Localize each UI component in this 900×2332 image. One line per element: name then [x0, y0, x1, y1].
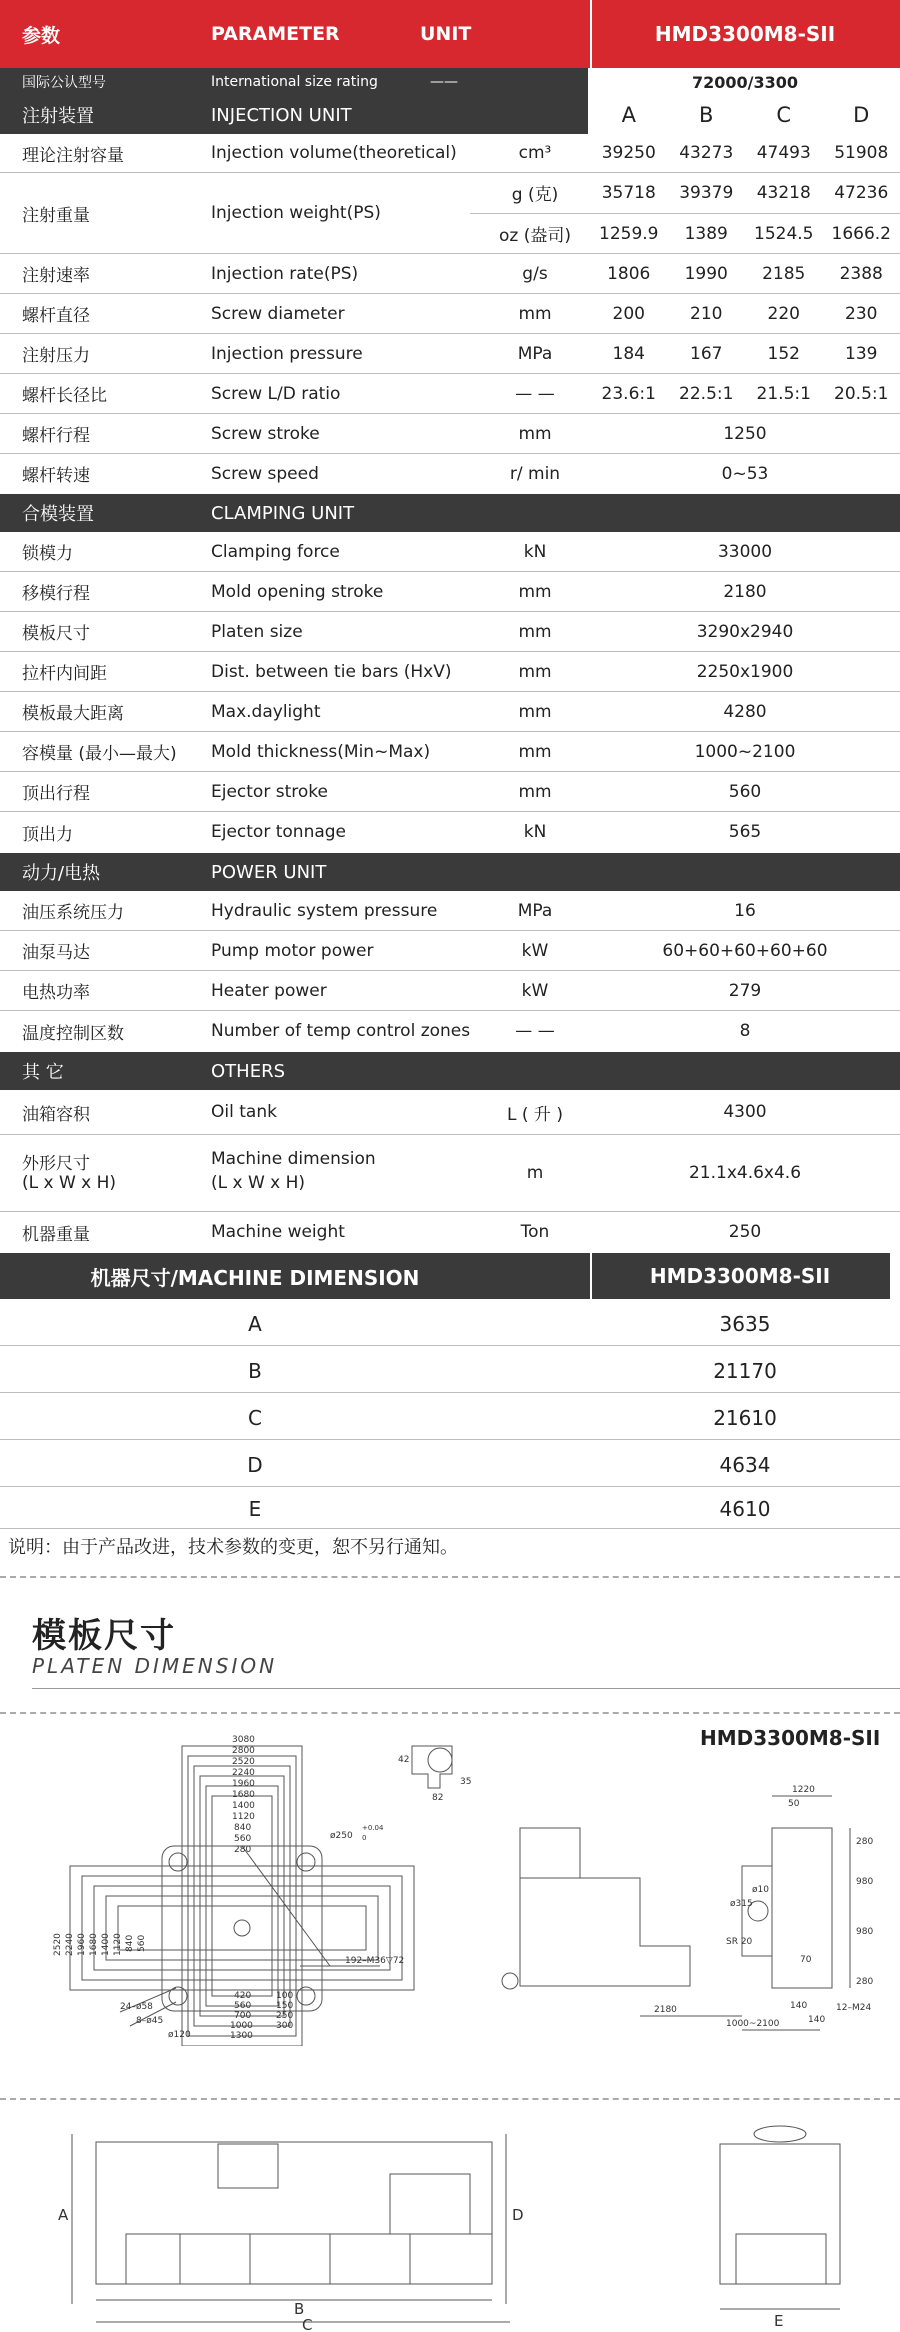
en-label: Mold thickness(Min~Max)	[211, 741, 431, 762]
dim-label: 70	[800, 1955, 812, 1965]
header-row	[0, 0, 900, 68]
value-a: 39250	[601, 143, 656, 163]
dim-key: B	[248, 1359, 262, 1383]
dim-label: 1120	[113, 1933, 123, 1956]
value-a: 200	[612, 303, 645, 324]
row-platen-size	[0, 612, 900, 651]
unit-label: m	[526, 1163, 544, 1183]
cz-label: 注射压力	[22, 346, 90, 366]
unit-label: mm	[518, 661, 552, 682]
center-hole	[234, 1920, 250, 1936]
dim-label: 560	[234, 1834, 252, 1844]
dim-label: 12–M24	[836, 2003, 872, 2013]
cz-label: 模板尺寸	[22, 624, 90, 644]
en-label: Max.daylight	[211, 701, 321, 722]
tie-bar-hole	[297, 1853, 315, 1871]
value: 560	[728, 781, 762, 802]
dashed-divider	[0, 2098, 900, 2100]
slot-circle	[428, 1748, 452, 1772]
col-b: B	[699, 103, 714, 127]
dim-label: 980	[856, 1927, 874, 1937]
dim-row-e	[0, 1487, 900, 1529]
en-label: Number of temp control zones	[211, 1021, 471, 1041]
unit-label: mm	[518, 781, 552, 802]
dim-value: 4610	[719, 1497, 771, 1521]
value-d: 47236	[834, 182, 889, 203]
unit-label: kN	[523, 822, 547, 842]
row-oil-tank	[0, 1090, 900, 1134]
header-model: HMD3300M8-SII	[654, 22, 836, 46]
value-c: 21.5:1	[756, 383, 811, 404]
unit-label: cm³	[518, 143, 552, 163]
dim-label: 1400	[101, 1933, 111, 1956]
col-d: D	[853, 103, 870, 127]
dim-label: 42	[398, 1755, 410, 1765]
clamping-en: CLAMPING UNIT	[211, 502, 355, 524]
dim-label: 35	[460, 1777, 472, 1787]
value: 60+60+60+60+60	[662, 940, 828, 961]
row-heater-power	[0, 971, 900, 1010]
cz-label: 移模行程	[22, 584, 90, 604]
unit-label: mm	[518, 701, 552, 722]
header-divider	[590, 0, 592, 68]
unit-label: — —	[515, 383, 555, 404]
en-label: Mold opening stroke	[211, 581, 384, 602]
side-body	[520, 1878, 690, 1986]
dim-label-e: E	[774, 2312, 784, 2330]
dim-label: 280	[856, 1837, 874, 1847]
en-label: Injection volume(theoretical)	[211, 143, 457, 163]
cz-label: 螺杆行程	[22, 426, 90, 446]
clamping-cz: 合模装置	[22, 504, 94, 525]
value-a: 1806	[607, 263, 651, 284]
unit-label: mm	[518, 303, 552, 324]
cz-label: 锁模力	[22, 544, 73, 564]
value-a: 184	[612, 343, 645, 364]
dim-box	[118, 1906, 366, 1950]
dim-label: 24–ø58	[120, 2002, 153, 2012]
dim-label: 1220	[792, 1785, 815, 1795]
dim-label: 1300	[230, 2031, 253, 2041]
dim-label: ø10	[752, 1885, 769, 1895]
machine-dim-header	[0, 1253, 900, 1299]
dim-label: 2800	[232, 1746, 255, 1756]
value-d: 1666.2	[831, 223, 891, 244]
cz-label: 螺杆直径	[22, 306, 90, 326]
cz-label: 机器重量	[22, 1224, 90, 1245]
value: 2250x1900	[696, 661, 794, 682]
dim-label: ø120	[168, 2030, 191, 2040]
row-pump-motor	[0, 931, 900, 970]
value-a: 1259.9	[599, 223, 659, 244]
dim-key: A	[248, 1312, 262, 1336]
col-c: C	[776, 103, 792, 127]
header-unit: UNIT	[420, 23, 472, 45]
en-label: Heater power	[211, 980, 327, 1001]
row-ejector-stroke	[0, 772, 900, 811]
dashed-divider	[0, 1712, 900, 1714]
dim-label: 140	[808, 2015, 826, 2025]
dim-label-d: D	[512, 2206, 524, 2224]
dim-key: C	[248, 1406, 262, 1430]
cz-label-2: (L x W x H)	[22, 1173, 117, 1193]
unit-label: mm	[518, 621, 552, 642]
dim-box	[70, 1866, 414, 1990]
dim-label: 150	[276, 2001, 294, 2011]
platen-drawing	[0, 1716, 900, 2046]
value: 279	[728, 980, 762, 1001]
unit-label: g/s	[522, 263, 548, 284]
unit-label: Ton	[520, 1222, 550, 1242]
en-label: Screw diameter	[211, 303, 345, 324]
dim-label: 82	[432, 1793, 444, 1803]
value: 16	[734, 900, 756, 921]
value: 21.1x4.6x4.6	[688, 1163, 802, 1183]
cz-label: 油泵马达	[22, 943, 90, 963]
row-ejector-tonnage	[0, 812, 900, 852]
dim-label: 8–ø45	[136, 2016, 164, 2026]
machine-end-view	[720, 2144, 840, 2284]
intl-dash: ——	[430, 74, 458, 90]
side-block	[520, 1828, 580, 1878]
cz-label: 顶出行程	[22, 784, 90, 804]
value-b: 1389	[684, 223, 728, 244]
value-b: 210	[690, 303, 723, 324]
row-weight-oz	[0, 214, 900, 253]
cz-label: 拉杆内间距	[22, 664, 107, 684]
value-c: 1524.5	[754, 223, 814, 244]
dim-key: E	[248, 1497, 262, 1521]
header-param-en: PARAMETER	[211, 23, 340, 45]
row-mold-thickness	[0, 732, 900, 771]
cz-label: 螺杆长径比	[22, 386, 107, 406]
dim-label: 50	[788, 1799, 800, 1809]
row-injection-rate	[0, 254, 900, 293]
dim-label: 840	[125, 1934, 135, 1952]
dim-label: 1120	[232, 1812, 255, 1822]
row-max-daylight	[0, 692, 900, 731]
unit-label: kN	[523, 541, 547, 562]
row-mold-opening	[0, 572, 900, 611]
dim-label: 2520	[53, 1933, 63, 1956]
cz-label: 油箱容积	[22, 1104, 90, 1125]
value: 3290x2940	[696, 621, 794, 642]
value-a: 35718	[601, 182, 656, 203]
dim-row-a	[0, 1299, 900, 1346]
dim-key: D	[247, 1453, 263, 1477]
others-en: OTHERS	[211, 1060, 286, 1082]
intl-value: 72000/3300	[691, 72, 799, 92]
intl-row	[0, 68, 900, 96]
value-c: 220	[767, 303, 800, 324]
cz-label: 电热功率	[22, 983, 90, 1003]
unit-label: mm	[518, 741, 552, 762]
row-injection-volume	[0, 134, 900, 172]
injection-header	[0, 96, 900, 134]
cz-label: 外形尺寸	[22, 1154, 90, 1174]
dim-label: 140	[790, 2001, 808, 2011]
others-header	[0, 1052, 900, 1090]
machine-dim-title: 机器尺寸/MACHINE DIMENSION	[90, 1265, 420, 1290]
cz-label: 理论注射容量	[22, 145, 124, 166]
power-header	[0, 853, 900, 891]
value-c: 2185	[762, 263, 806, 284]
dim-label: 300	[276, 2021, 294, 2031]
dim-label-b: B	[294, 2300, 305, 2318]
value: 4280	[723, 701, 767, 722]
dim-label-c: C	[302, 2316, 313, 2332]
intl-cz: 国际公认型号	[22, 75, 106, 91]
unit-label: g (克)	[511, 185, 559, 205]
row-tie-bars	[0, 652, 900, 691]
dim-label: 2180	[654, 2005, 677, 2015]
dim-label: 560	[234, 2001, 252, 2011]
value-d: 51908	[834, 143, 889, 163]
machine-panel	[218, 2144, 278, 2188]
cz-label: 注射速率	[22, 266, 90, 286]
cz-label: 油压系统压力	[22, 903, 124, 923]
clamping-header	[0, 494, 900, 532]
injection-en: INJECTION UNIT	[211, 104, 352, 126]
dim-value: 21610	[713, 1406, 777, 1430]
row-screw-diameter	[0, 294, 900, 333]
row-screw-stroke	[0, 414, 900, 453]
col-a: A	[621, 103, 636, 127]
machine-dim-model: HMD3300M8-SII	[649, 1264, 831, 1288]
dim-label: 1960	[232, 1779, 255, 1789]
dim-label: 1680	[232, 1790, 255, 1800]
dim-label: 250	[276, 2011, 294, 2021]
value-b: 167	[690, 343, 723, 364]
dim-label: 420	[234, 1991, 252, 2001]
value-d: 230	[845, 303, 878, 324]
dashed-divider	[0, 1576, 900, 1578]
dim-label: 3080	[232, 1735, 255, 1745]
value-d: 2388	[839, 263, 883, 284]
row-injection-pressure	[0, 334, 900, 373]
dim-label: 280	[234, 1845, 252, 1855]
value: 250	[728, 1222, 762, 1242]
value-d: 20.5:1	[834, 383, 889, 404]
en-label: Clamping force	[211, 541, 340, 562]
value: 4300	[723, 1102, 767, 1122]
unit-label: — —	[515, 1021, 555, 1041]
dim-row-b	[0, 1346, 900, 1393]
dim-label: 2520	[232, 1757, 255, 1767]
dim-label: 560	[137, 1934, 147, 1952]
value-a: 23.6:1	[601, 383, 656, 404]
unit-label: kW	[521, 980, 549, 1001]
dim-label: 280	[856, 1977, 874, 1987]
unit-label: mm	[518, 581, 552, 602]
slot-detail	[412, 1746, 452, 1788]
en-label: Screw stroke	[211, 423, 320, 444]
en-label: Injection weight(PS)	[211, 203, 381, 223]
dim-label: 1400	[232, 1801, 255, 1811]
row-machine-weight	[0, 1212, 900, 1252]
dim-label: 1000	[230, 2021, 253, 2031]
dim-label: 2240	[65, 1933, 75, 1956]
value-b: 43273	[679, 143, 734, 163]
row-clamping-force	[0, 532, 900, 571]
platen-subtitle: PLATEN DIMENSION	[32, 1654, 278, 1678]
machine-unit	[390, 2174, 470, 2234]
value-d: 139	[845, 343, 878, 364]
drawing-model: HMD3300M8-SII	[700, 1726, 881, 1750]
en-label: Machine dimension	[211, 1149, 376, 1169]
row-temp-zones	[0, 1011, 900, 1051]
dim-value: 3635	[719, 1312, 771, 1336]
en-label: Pump motor power	[211, 940, 374, 961]
intl-en: International size rating	[211, 74, 378, 90]
dim-label-a: A	[58, 2206, 69, 2224]
value-c: 152	[767, 343, 800, 364]
dim-label: 192–M36▽72	[345, 1956, 405, 1966]
dim-row-d	[0, 1440, 900, 1487]
unit-label: kW	[521, 940, 549, 961]
value: 0~53	[721, 463, 769, 484]
en-label: Dist. between tie bars (HxV)	[211, 661, 452, 682]
en-label: Ejector tonnage	[211, 822, 347, 842]
injection-cz: 注射装置	[22, 106, 94, 127]
en-label: Screw L/D ratio	[211, 383, 341, 404]
power-cz: 动力/电热	[22, 863, 101, 884]
header-param-cz: 参数	[22, 24, 61, 47]
dim-row-c	[0, 1393, 900, 1440]
machine-base	[126, 2234, 492, 2284]
value-c: 47493	[756, 143, 811, 163]
value: 1000~2100	[694, 741, 796, 762]
unit-label: L ( 升 )	[507, 1104, 563, 1125]
value-b: 1990	[684, 263, 728, 284]
dim-label: 0	[362, 1834, 367, 1842]
en-label: Platen size	[211, 621, 303, 642]
platen-outline	[162, 1846, 322, 2011]
dim-label: 1000~2100	[726, 2019, 780, 2029]
side-wheel	[502, 1973, 518, 1989]
en-label: Machine weight	[211, 1222, 345, 1242]
machine-end-top	[754, 2126, 806, 2142]
dim-value: 21170	[713, 1359, 777, 1383]
dim-label: +0.04	[362, 1824, 384, 1832]
cz-label: 顶出力	[22, 824, 73, 845]
machine-end-base	[736, 2234, 826, 2284]
dim-label: 700	[234, 2011, 252, 2021]
machine-drawing	[0, 2104, 900, 2332]
power-en: POWER UNIT	[211, 861, 327, 883]
value: 2180	[723, 581, 767, 602]
en-label: Injection rate(PS)	[211, 263, 359, 284]
row-machine-dimension	[0, 1135, 900, 1211]
unit-label: mm	[518, 423, 552, 444]
unit-label: oz (盎司)	[499, 226, 571, 246]
tie-bar-hole	[169, 1853, 187, 1871]
disclaimer-note: 说明：由于产品改进，技术参数的变更，恕不另行通知。	[8, 1537, 458, 1558]
dim-label: 1960	[77, 1933, 87, 1956]
value-b: 39379	[679, 182, 734, 203]
value: 33000	[717, 541, 773, 562]
en-label: Injection pressure	[211, 343, 363, 364]
unit-label: r/ min	[509, 463, 561, 484]
unit-label: MPa	[517, 900, 553, 921]
dim-label: SR 20	[726, 1937, 753, 1947]
dim-value: 4634	[719, 1453, 771, 1477]
platen-title-rule	[32, 1688, 900, 1689]
platen-title: 模板尺寸	[32, 1616, 176, 1656]
en-label: Ejector stroke	[211, 781, 328, 802]
dim-label: 2240	[232, 1768, 255, 1778]
dim-label: ø250	[330, 1831, 353, 1841]
en-label-2: (L x W x H)	[211, 1173, 306, 1193]
en-label: Screw speed	[211, 463, 319, 484]
dim-label: ø315	[730, 1899, 753, 1909]
row-screw-ld	[0, 374, 900, 413]
others-cz: 其 它	[22, 1062, 64, 1083]
dim-label: 1680	[89, 1933, 99, 1956]
dim-label: 840	[234, 1823, 252, 1833]
row-hydraulic-pressure	[0, 891, 900, 930]
en-label: Oil tank	[211, 1102, 277, 1122]
cz-label: 温度控制区数	[22, 1023, 124, 1044]
value-c: 43218	[756, 182, 811, 203]
value-b: 22.5:1	[679, 383, 734, 404]
machine-body	[96, 2142, 492, 2284]
cz-label: 螺杆转速	[22, 466, 90, 486]
dim-label: 100	[276, 1991, 294, 2001]
unit-label: MPa	[517, 343, 553, 364]
cz-label: 容模量 (最小—最大)	[22, 744, 177, 764]
value: 565	[728, 822, 762, 842]
row-weight-g	[0, 173, 900, 212]
divider	[590, 1253, 592, 1299]
dim-label: 980	[856, 1877, 874, 1887]
value: 8	[739, 1021, 751, 1041]
en-label: Hydraulic system pressure	[211, 900, 438, 921]
cz-label: 模板最大距离	[22, 704, 124, 724]
row-screw-speed	[0, 454, 900, 493]
cz-label: 注射重量	[22, 205, 90, 226]
value: 1250	[723, 423, 767, 444]
